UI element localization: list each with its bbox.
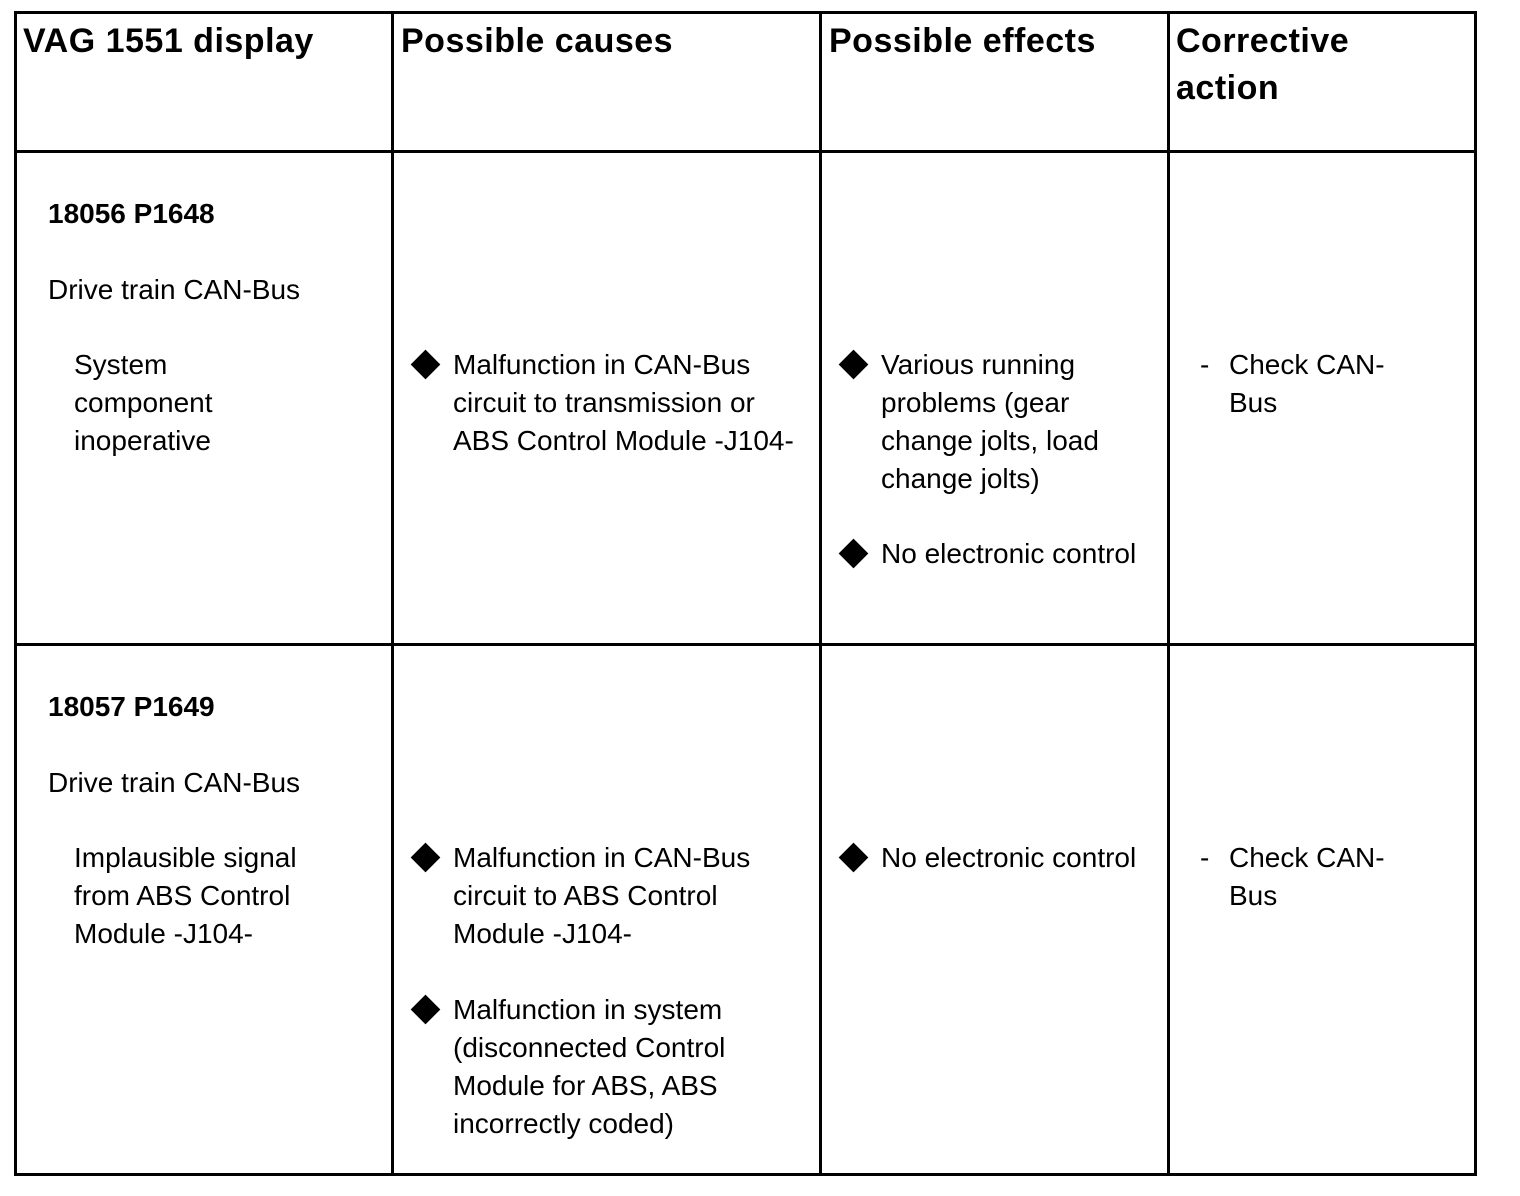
effect-item (836, 535, 1161, 573)
cause-item (408, 991, 778, 1143)
effect-text: No electronic control (881, 842, 1137, 873)
effect-item (836, 346, 1161, 498)
action-item (1200, 839, 1400, 915)
dash-bullet: - (1200, 842, 1210, 873)
effect-item (836, 839, 1161, 877)
diamond-bullet-icon (839, 350, 869, 380)
cause-text: Malfunction in system (disconnected Control Module for ABS, ABS incorrectly coded) (453, 994, 726, 1139)
action-text: Check CAN-Bus (1229, 349, 1385, 418)
header-possible-causes: Possible causes (401, 22, 674, 60)
cause-item (408, 839, 808, 953)
cause-text: Malfunction in CAN-Bus circuit to ABS Control Module -J104- (453, 842, 751, 949)
column-divider (391, 14, 394, 1173)
column-divider (1167, 14, 1170, 1173)
effect-text: No electronic control (881, 538, 1137, 569)
diamond-bullet-icon (839, 539, 869, 569)
diamond-bullet-icon (411, 350, 441, 380)
header-vag-display: VAG 1551 display (23, 22, 314, 60)
diamond-bullet-icon (839, 843, 869, 873)
action-item (1200, 346, 1400, 422)
effect-text: Various running problems (gear change jolts, load change jolts) (881, 349, 1099, 494)
header-corrective-action: Corrective action (1176, 22, 1350, 107)
diamond-bullet-icon (411, 843, 441, 873)
action-text: Check CAN-Bus (1229, 842, 1385, 911)
dash-bullet: - (1200, 349, 1210, 380)
diamond-bullet-icon (411, 995, 441, 1025)
row-divider (17, 643, 1474, 646)
fault-detail: System component inoperative (74, 349, 213, 456)
fault-component: Drive train CAN-Bus (48, 274, 301, 305)
cause-item (408, 346, 808, 460)
fault-code: 18057 P1649 (48, 691, 215, 722)
header-possible-effects: Possible effects (829, 22, 1096, 60)
fault-code: 18056 P1648 (48, 198, 215, 229)
fault-component: Drive train CAN-Bus (48, 767, 301, 798)
row-divider (17, 150, 1474, 153)
fault-code-table (14, 11, 1477, 1176)
fault-detail: Implausible signal from ABS Control Module -J104- (74, 842, 297, 949)
column-divider (819, 14, 822, 1173)
cause-text: Malfunction in CAN-Bus circuit to transmission or ABS Control Module -J104- (453, 349, 794, 456)
